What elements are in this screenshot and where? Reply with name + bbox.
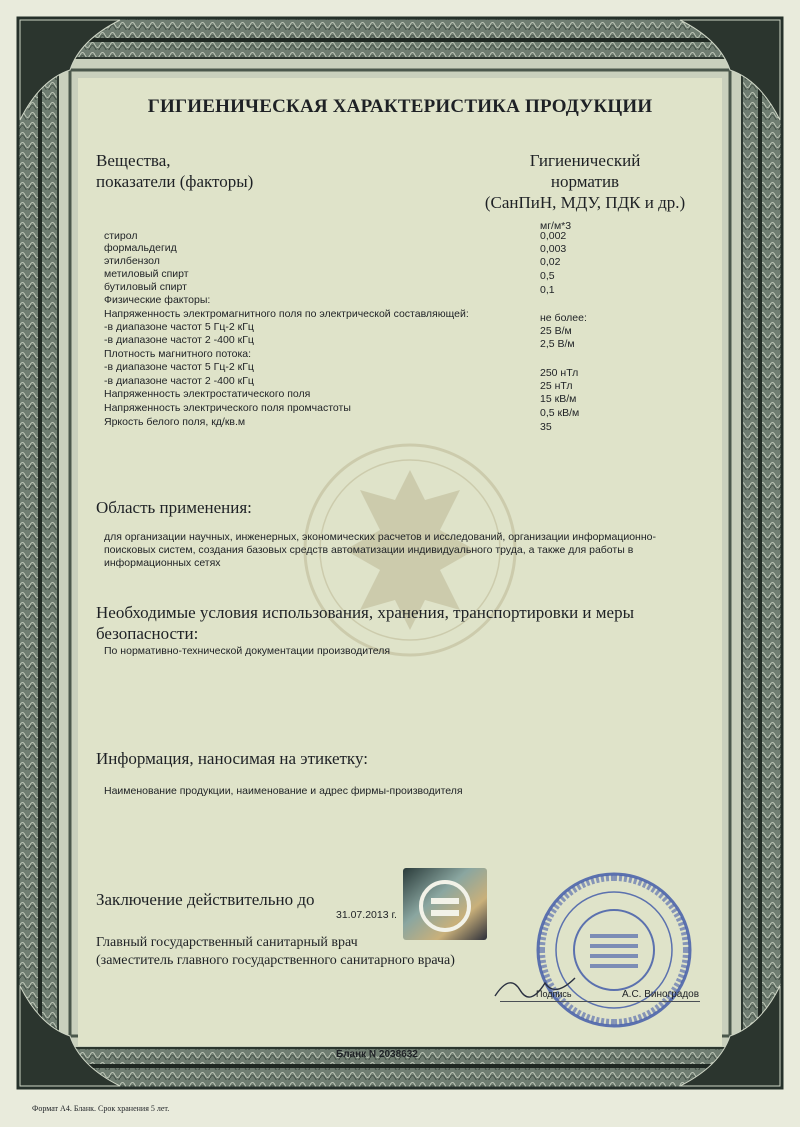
signature-label: Подпись [536,989,572,999]
official-stamp [532,868,700,1033]
row-1-value: 0,002 [540,230,567,242]
row-13-name: Напряженность электростатического поля [104,388,311,400]
row-0-value: мг/м*3 [540,220,572,232]
conditions-heading [96,602,634,644]
signer-name: А.С. Виноградов [622,989,700,1000]
label-heading: Информация, наносимая на этикетку: [96,749,368,768]
row-14-value: 0,5 кВ/м [540,407,580,419]
row-1-name: стирол [104,230,138,242]
row-3-name: этилбензол [104,255,160,267]
right-header-line-3: (СанПиН, МДУ, ПДК и др.) [484,193,686,212]
row-14-name: Напряженность электрического поля промчастоты [104,402,351,414]
row-8-value: 25 В/м [540,325,572,337]
row-2-value: 0,003 [540,243,567,255]
right-header-line-1: Гигиенический [529,151,641,170]
validity-date: 31.07.2013 г. [336,909,397,921]
left-header-line-1: Вещества, [96,151,171,170]
right-header [470,150,700,213]
left-header-line-2: показатели (факторы) [96,172,254,191]
row-13-value: 15 кВ/м [540,393,577,405]
signature-line [500,1001,700,1002]
doctor-title-line-2: (заместитель главного государственного санитарного врача) [96,953,455,968]
row-15-value: 35 [540,421,552,433]
conditions-heading-line-1: Необходимые условия использования, хранения, транспортировки и меры [96,603,634,622]
right-header-line-2: норматив [550,172,620,191]
left-header [96,150,253,192]
document-title: ГИГИЕНИЧЕСКАЯ ХАРАКТЕРИСТИКА ПРОДУКЦИИ [147,96,653,117]
conditions-text: По нормативно-технической документации производителя [104,645,391,657]
doctor-title-line-1: Главный государственный санитарный врач [96,935,358,950]
row-15-name: Яркость белого поля, кд/кв.м [104,416,246,428]
hologram-sticker [403,868,487,940]
row-5-value: 0,1 [540,284,555,296]
blank-number: Бланк N 2038632 [336,1049,418,1060]
row-8-name: -в диапазоне частот 5 Гц-2 кГц [104,321,254,333]
row-7-name: Напряженность электромагнитного поля по электрической составляющей: [104,308,469,320]
row-10-name: Плотность магнитного потока: [104,348,252,360]
scope-heading: Область применения: [96,498,252,517]
row-4-value: 0,5 [540,270,555,282]
row-4-name: метиловый спирт [104,268,189,280]
row-12-value: 25 нТл [540,380,573,392]
scope-text: для организации научных, инженерных, экономических расчетов и исследований, организации информационно-поисковых систем, создания базовых средств автоматизации индивидуального труда, а также для работы в информационных сетях [104,531,656,569]
row-5-name: бутиловый спирт [104,281,187,293]
label-text: Наименование продукции, наименование и адрес фирмы-производителя [104,785,463,797]
row-12-name: -в диапазоне частот 2 -400 кГц [104,375,254,387]
row-11-name: -в диапазоне частот 5 Гц-2 кГц [104,361,254,373]
row-11-value: 250 нТл [540,367,579,379]
validity-heading: Заключение действительно до [96,890,315,909]
doctor-title [96,934,455,970]
row-7-value: не более: [540,312,587,324]
row-3-value: 0,02 [540,256,561,268]
row-6-name: Физические факторы: [104,294,211,306]
row-9-value: 2,5 В/м [540,338,575,350]
conditions-heading-line-2: безопасности: [96,624,199,643]
footer-note: Формат А4. Бланк. Срок хранения 5 лет. [32,1104,170,1113]
row-2-name: формальдегид [104,242,177,254]
row-9-name: -в диапазоне частот 2 -400 кГц [104,334,254,346]
